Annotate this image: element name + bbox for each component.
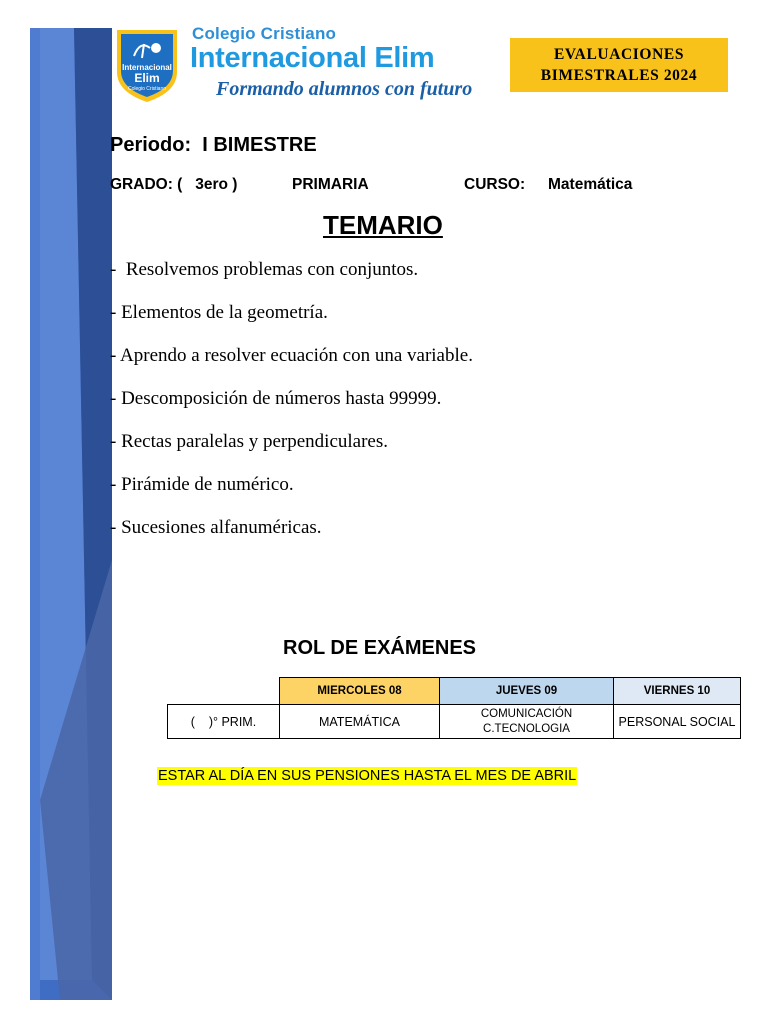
course-value: Matemática bbox=[548, 176, 633, 193]
header-wednesday: MIERCOLES 08 bbox=[280, 678, 440, 705]
school-name-main: Internacional Elim bbox=[190, 42, 435, 74]
period-value: I BIMESTRE bbox=[202, 134, 317, 156]
course-label: CURSO: bbox=[464, 176, 526, 193]
thursday-cell bbox=[440, 705, 614, 739]
syllabus-item: - Rectas paralelas y perpendiculares. bbox=[110, 431, 389, 452]
logo-text-1: Internacional bbox=[122, 63, 172, 72]
grade-cell: ( )° PRIM. bbox=[168, 705, 280, 739]
school-slogan: Formando alumnos con futuro bbox=[216, 78, 473, 100]
exam-schedule-title: ROL DE EXÁMENES bbox=[283, 637, 476, 659]
header-thursday: JUEVES 09 bbox=[440, 678, 614, 705]
syllabus-item: - Sucesiones alfanuméricas. bbox=[110, 517, 322, 538]
thursday-subject-1: COMUNICACIÓN bbox=[480, 707, 573, 720]
syllabus-item: - Pirámide de numérico. bbox=[110, 474, 294, 495]
thursday-subject-2: C.TECNOLOGIA bbox=[483, 722, 570, 735]
exam-schedule-table bbox=[167, 677, 741, 739]
table-row bbox=[168, 705, 741, 739]
evaluation-badge-line1: EVALUACIONES bbox=[553, 46, 685, 63]
header-friday: VIERNES 10 bbox=[614, 678, 741, 705]
syllabus-item: - Aprendo a resolver ecuación con una variable. bbox=[110, 345, 473, 366]
syllabus-item: - Elementos de la geometría. bbox=[110, 302, 328, 323]
header-empty-cell bbox=[168, 678, 280, 705]
logo-text-2: Elim bbox=[134, 71, 160, 85]
table-header-row bbox=[168, 678, 741, 705]
side-ribbon bbox=[0, 0, 120, 1000]
period-label: Periodo: bbox=[110, 134, 192, 156]
payment-notice: ESTAR AL DÍA EN SUS PENSIONES HASTA EL MES DE ABRIL bbox=[158, 768, 577, 784]
grade-field: GRADO: ( 3ero ) bbox=[110, 176, 238, 193]
syllabus-title: TEMARIO bbox=[323, 210, 443, 240]
period-line bbox=[110, 134, 317, 157]
logo-text-3: Colegio Cristiano bbox=[127, 86, 167, 92]
level-field: PRIMARIA bbox=[292, 176, 369, 193]
friday-cell: PERSONAL SOCIAL bbox=[614, 705, 741, 739]
school-logo bbox=[114, 26, 180, 104]
wednesday-cell: MATEMÁTICA bbox=[280, 705, 440, 739]
evaluation-badge bbox=[510, 38, 728, 92]
school-name-top: Colegio Cristiano bbox=[192, 24, 337, 43]
syllabus-item: - Descomposición de números hasta 99999. bbox=[110, 388, 442, 409]
evaluation-badge-line2: BIMESTRALES 2024 bbox=[540, 67, 698, 84]
syllabus-item: - Resolvemos problemas con conjuntos. bbox=[110, 259, 419, 280]
